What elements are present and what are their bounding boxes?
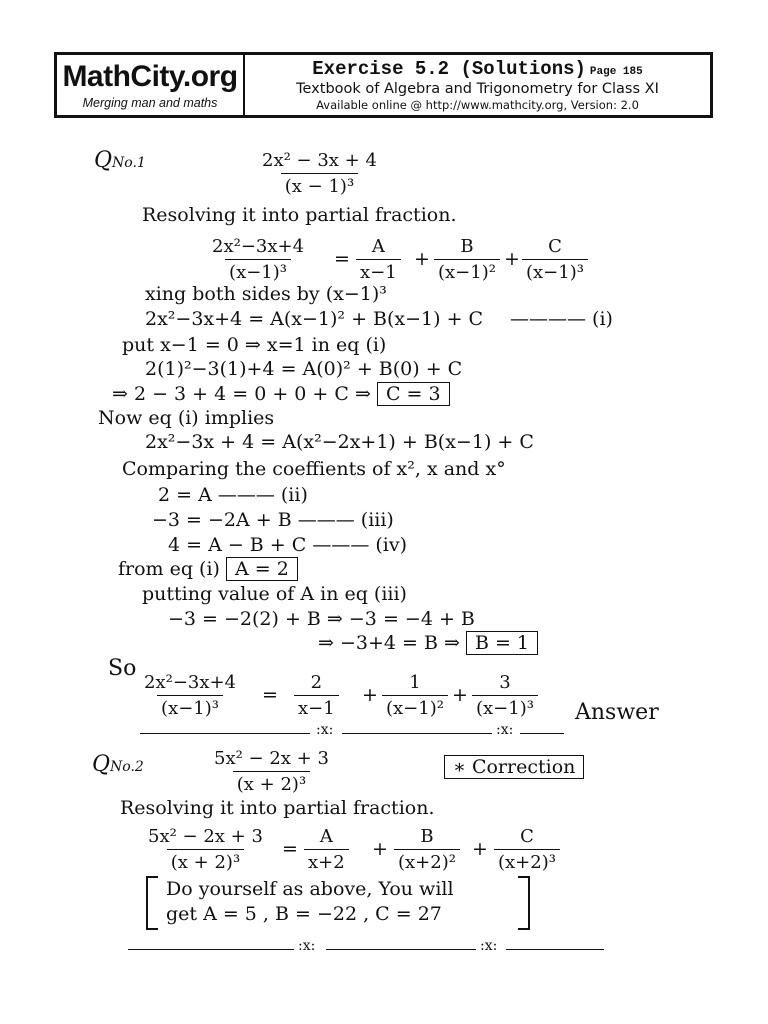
logo-box <box>57 55 245 115</box>
q1-line-putting: putting value of A in eq (iii) <box>142 583 407 605</box>
logo: MathCity.org <box>62 59 238 93</box>
question-label-2: QNo.2 <box>92 752 144 777</box>
q1-line-resolving: Resolving it into partial fraction. <box>142 204 457 226</box>
page-number: Page 185 <box>589 66 643 78</box>
separator-line <box>128 949 294 950</box>
plus-sign: + <box>414 248 430 270</box>
q1-line-solve-b: −3 = −2(2) + B ⇒ −3 = −4 + B <box>168 608 475 630</box>
q2-expression: $\frac{\text{5x² − 2x + 3}}{\text{(x + 2)³}}$ <box>214 748 329 795</box>
equals-sign: = <box>334 248 350 270</box>
plus-sign: + <box>472 838 488 860</box>
question-label-1: QNo.1 <box>94 148 146 173</box>
q1-answer-term-2: $\frac{1}{\text{(x−1)²}}$ <box>382 672 448 719</box>
q1-equation-iii: −3 = −2A + B ——— (iii) <box>152 509 394 531</box>
separator-mark: :x: <box>316 722 334 738</box>
q1-equation-iv: 4 = A − B + C ——— (iv) <box>168 534 408 556</box>
q1-term-b: $\frac{B}{\text{(x−1)²}}$ <box>434 236 500 283</box>
q1-line-substitute: 2(1)²−3(1)+4 = A(0)² + B(0) + C <box>145 358 463 380</box>
separator-line <box>520 733 564 734</box>
q1-answer-term-1: $\frac{2}{x-1}$ <box>294 672 339 719</box>
q1-equation-ii: 2 = A ——— (ii) <box>158 484 308 506</box>
left-bracket <box>146 876 158 930</box>
q2-line-resolving: Resolving it into partial fraction. <box>120 797 435 819</box>
boxed-b: B = 1 <box>466 631 538 655</box>
q1-term-a: $\frac{A}{x-1}$ <box>356 236 401 283</box>
q1-line-put: put x−1 = 0 ⇒ x=1 in eq (i) <box>122 334 387 356</box>
boxed-c: C = 3 <box>377 382 450 406</box>
q1-expanded-equation: 2x²−3x + 4 = A(x²−2x+1) + B(x−1) + C <box>145 431 534 453</box>
q2-term-a: $\frac{A}{x+2}$ <box>304 826 349 873</box>
tagline: Merging man and maths <box>82 95 218 110</box>
separator-line <box>326 949 476 950</box>
equals-sign: = <box>262 684 278 706</box>
q1-answer-lhs: $\frac{\text{2x²−3x+4}}{\text{(x−1)³}}$ <box>144 672 237 719</box>
q1-line-from: from eq (i) A = 2 <box>118 558 298 580</box>
q2-lhs-fraction: $\frac{\text{5x² − 2x + 3}}{\text{(x + 2)³}}$ <box>148 826 263 873</box>
header-info <box>245 55 710 115</box>
right-bracket <box>518 876 530 930</box>
separator-line <box>342 733 492 734</box>
q1-lhs-fraction: $\frac{\text{2x²−3x+4}}{\text{(x−1)³}}$ <box>212 236 305 283</box>
exercise-title: Exercise 5.2 (Solutions) Page 185 <box>312 58 643 80</box>
separator-mark: :x: <box>298 938 316 954</box>
q2-term-b: $\frac{B}{\text{(x+2)²}}$ <box>394 826 460 873</box>
q1-line-now: Now eq (i) implies <box>98 407 275 429</box>
separator-mark: :x: <box>480 938 498 954</box>
availability: Available online @ http://www.mathcity.org, Version: 2.0 <box>316 98 639 112</box>
q1-term-c: $\frac{C}{\text{(x−1)³}}$ <box>522 236 588 283</box>
q1-line-comparing: Comparing the coeffients of x², x and x° <box>122 458 506 480</box>
plus-sign: + <box>504 248 520 270</box>
correction-note: ∗ Correction <box>444 756 584 778</box>
q1-answer-term-3: $\frac{3}{\text{(x−1)³}}$ <box>472 672 538 719</box>
q2-note-line-2: get A = 5 , B = −22 , C = 27 <box>166 903 442 925</box>
equals-sign: = <box>282 838 298 860</box>
q1-line-multiply: xing both sides by (x−1)³ <box>145 283 387 305</box>
plus-sign: + <box>362 684 378 706</box>
separator-line <box>140 733 310 734</box>
q1-equation-i: 2x²−3x+4 = A(x−1)² + B(x−1) + C <box>145 308 484 330</box>
q1-expression: $\frac{\text{2x² − 3x + 4}}{\text{(x − 1)³}}$ <box>262 150 377 197</box>
q2-note-line-1: Do yourself as above, You will <box>166 878 454 900</box>
q1-line-result-c: ⇒ 2 − 3 + 4 = 0 + 0 + C ⇒ C = 3 <box>112 383 450 405</box>
plus-sign: + <box>452 684 468 706</box>
separator-line <box>506 949 604 950</box>
book-title: Textbook of Algebra and Trigonometry for Class XI <box>296 81 659 97</box>
answer-label: Answer <box>575 700 659 725</box>
q2-term-c: $\frac{C}{\text{(x+2)³}}$ <box>494 826 560 873</box>
page-header <box>54 52 713 118</box>
separator-mark: :x: <box>496 722 514 738</box>
boxed-a: A = 2 <box>226 557 298 581</box>
plus-sign: + <box>372 838 388 860</box>
q1-line-result-b: ⇒ −3+4 = B ⇒ B = 1 <box>318 632 538 654</box>
q1-tag-i: ———— (i) <box>510 308 613 330</box>
q1-so: So <box>108 656 137 681</box>
